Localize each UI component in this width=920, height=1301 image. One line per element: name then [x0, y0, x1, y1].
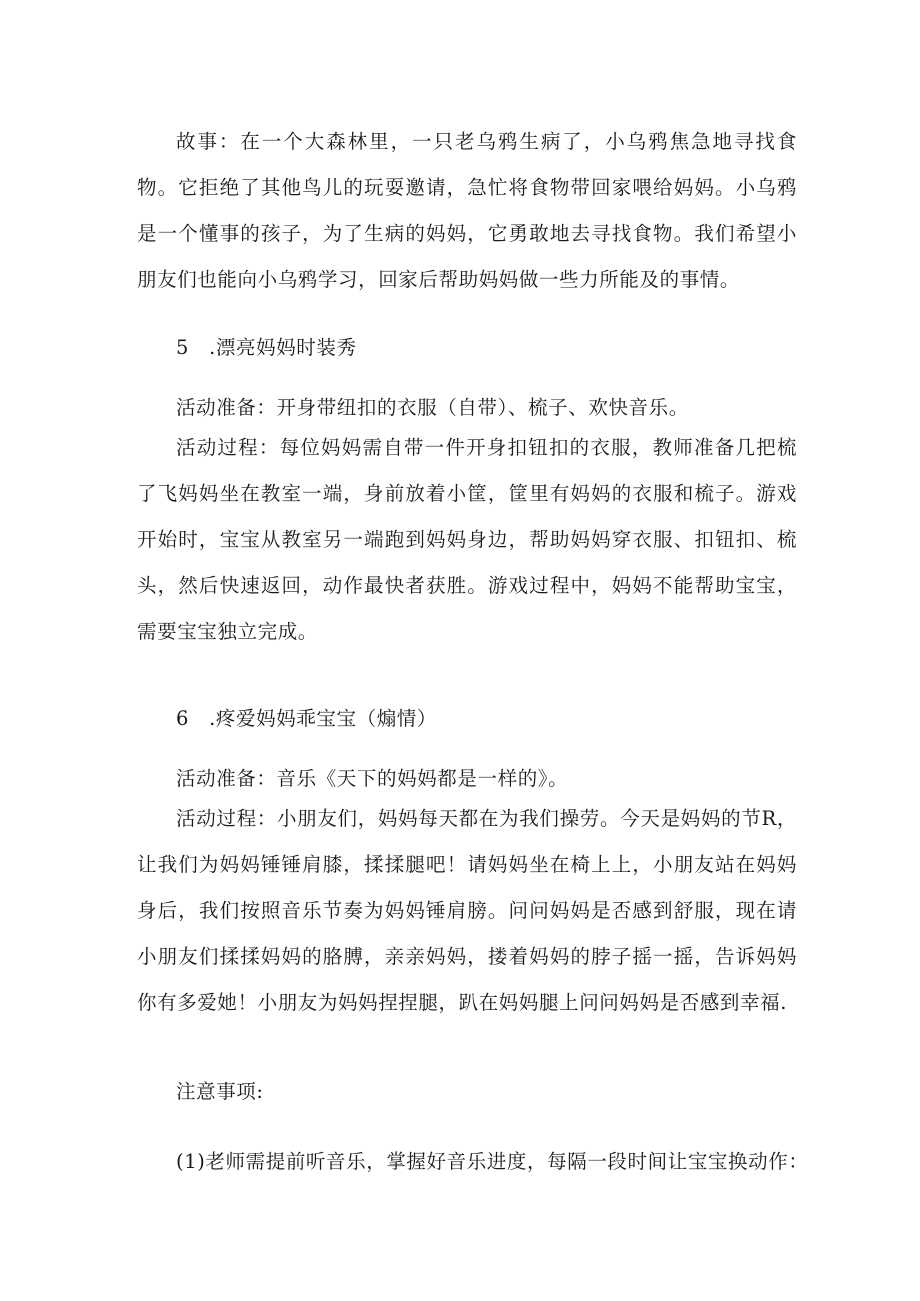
section-6-preparation: 活动准备：音乐《天下的妈妈都是一样的》。: [176, 767, 569, 790]
section-5-process: 活动过程：每位妈妈需自带一件开身扣钮扣的衣服，教师准备几把梳了飞妈妈坐在教室一端，身前放着小筐，筐里有妈妈的衣服和梳子。游戏开始时，宝宝从教室另一端跑到妈妈身边，帮助妈妈穿衣服、扣钮扣、梳头，然后快速返回，动作最快者获胜。游戏过程中，妈妈不能帮助宝宝，需要宝宝独立完成。: [137, 436, 797, 643]
notes-heading: 注意事项:: [176, 1080, 264, 1103]
story-paragraph: 故事：在一个大森林里，一只老乌鸦生病了，小乌鸦焦急地寻找食物。它拒绝了其他鸟儿的玩耍邀请，急忙将食物带回家喂给妈妈。小乌鸦是一个懂事的孩子，为了生病的妈妈，它勇敢地去寻找食物。我们希望小朋友们也能向小乌鸦学习，回家后帮助妈妈做一些力所能及的事情。: [137, 130, 797, 291]
section-5-heading: 5 .漂亮妈妈时装秀: [176, 336, 357, 359]
note-item-1: (1)老师需提前听音乐，掌握好音乐进度，每隔一段时间让宝宝换动作：: [176, 1150, 809, 1173]
section-5-preparation: 活动准备：开身带纽扣的衣服（自带）、梳子、欢快音乐。: [176, 396, 689, 419]
section-6-heading: 6 .疼爱妈妈乖宝宝（煽情）: [176, 707, 438, 730]
section-6-process: 活动过程：小朋友们，妈妈每天都在为我们操劳。今天是妈妈的节R，让我们为妈妈锤锤肩膝，揉揉腿吧！请妈妈坐在椅上上，小朋友站在妈妈身后，我们按照音乐节奏为妈妈锤肩膀。问问妈妈是否感到舒服，现在请小朋友们揉揉妈妈的胳膊，亲亲妈妈，搂着妈妈的脖子摇一摇，告诉妈妈你有多爱她！小朋友为妈妈捏捏腿，趴在妈妈腿上问问妈妈是否感到幸福.: [137, 807, 797, 1014]
